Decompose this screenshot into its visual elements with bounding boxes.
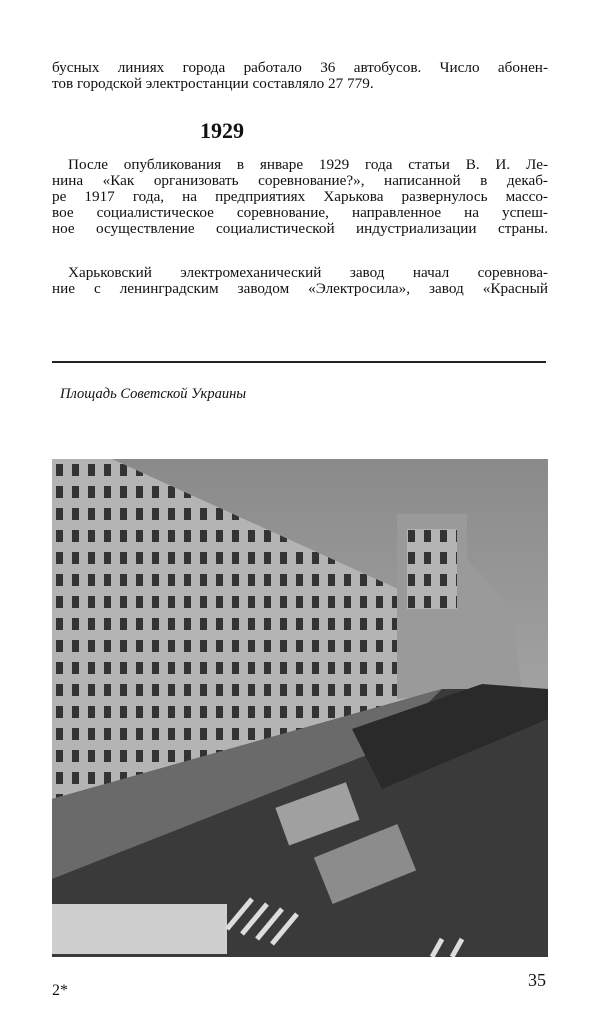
section-heading-year: 1929 (200, 118, 244, 143)
text-line: Харьковский электромеханический завод начал соревнова- (68, 264, 548, 281)
text-line: вое социалистическое соревнование, направленное на успеш- (52, 204, 548, 221)
street-photo (52, 459, 548, 957)
photo-caption: Площадь Советской Украины (60, 386, 247, 402)
text-line: бусных линиях города работало 36 автобусов. Число абонен- (52, 59, 548, 76)
text-line: нина «Как организовать соревнование?», написанной в декаб- (52, 172, 548, 189)
text-line: ре 1917 года, на предприятиях Харькова развернулось массо- (52, 188, 548, 205)
horizontal-rule (52, 361, 546, 363)
text-line: ное осуществление социалистической индустриализации страны. (52, 220, 548, 237)
text-line: После опубликования в январе 1929 года статьи В. И. Ле- (68, 156, 548, 173)
page-number: 35 (528, 970, 546, 990)
signature-mark: 2* (52, 982, 68, 999)
bus (52, 904, 227, 954)
text-line: ние с ленинградским заводом «Электросила», завод «Красный (52, 280, 548, 297)
text-line: тов городской электростанции составляло 27 779. (52, 75, 374, 92)
